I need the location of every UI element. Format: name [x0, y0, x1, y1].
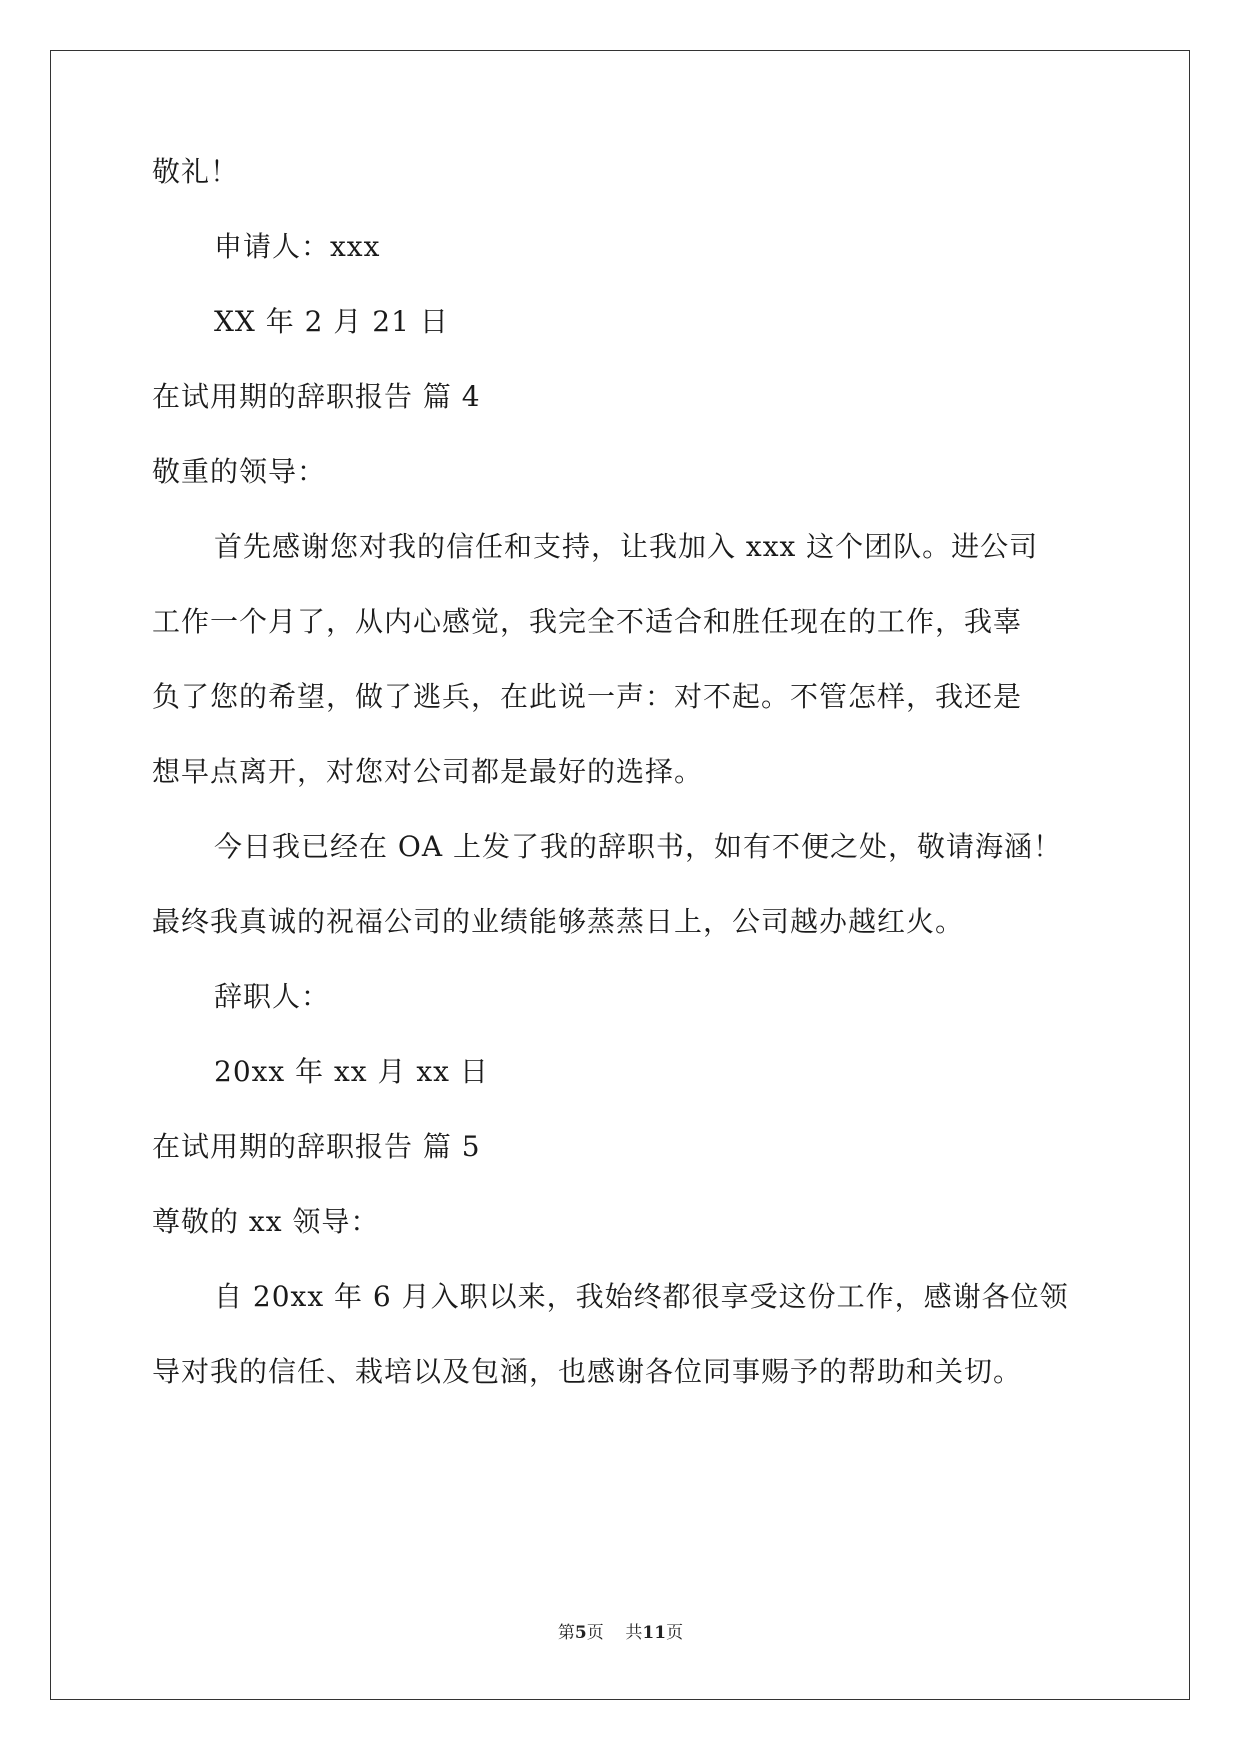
- page-footer: [0, 1622, 1241, 1644]
- total-prefix: 共: [625, 1623, 643, 1643]
- page-total: 11: [642, 1623, 667, 1643]
- section-heading-4: 在试用期的辞职报告 篇 4: [152, 380, 481, 413]
- applicant-line: 申请人：xxx: [214, 230, 381, 263]
- paragraph-line: 工作一个月了，从内心感觉，我完全不适合和胜任现在的工作，我辜: [152, 605, 1023, 638]
- paragraph-line: 最终我真诚的祝福公司的业绩能够蒸蒸日上，公司越办越红火。: [152, 905, 965, 938]
- paragraph-line: 自 20xx 年 6 月入职以来，我始终都很享受这份工作，感谢各位领: [214, 1280, 1069, 1313]
- paragraph-line: 导对我的信任、栽培以及包涵，也感谢各位同事赐予的帮助和关切。: [152, 1355, 1023, 1388]
- closing-salutation: 敬礼！: [152, 155, 240, 188]
- greeting-line: 尊敬的 xx 领导：: [152, 1205, 380, 1238]
- page-frame: [50, 50, 1190, 1700]
- date-line: 20xx 年 xx 月 xx 日: [214, 1055, 489, 1088]
- paragraph-line: 想早点离开，对您对公司都是最好的选择。: [152, 755, 704, 788]
- section-heading-5: 在试用期的辞职报告 篇 5: [152, 1130, 481, 1163]
- date-line: XX 年 2 月 21 日: [214, 305, 449, 338]
- signer-line: 辞职人：: [214, 980, 331, 1013]
- paragraph-line: 首先感谢您对我的信任和支持，让我加入 xxx 这个团队。进公司: [214, 530, 1039, 563]
- total-suffix: 页: [666, 1623, 684, 1643]
- page-prefix: 第: [557, 1623, 575, 1643]
- page-suffix: 页: [586, 1623, 604, 1643]
- page-current: 5: [574, 1623, 587, 1643]
- greeting-line: 敬重的领导：: [152, 455, 327, 488]
- paragraph-line: 今日我已经在 OA 上发了我的辞职书，如有不便之处，敬请海涵！: [214, 830, 1062, 863]
- paragraph-line: 负了您的希望，做了逃兵，在此说一声：对不起。不管怎样，我还是: [152, 680, 1023, 713]
